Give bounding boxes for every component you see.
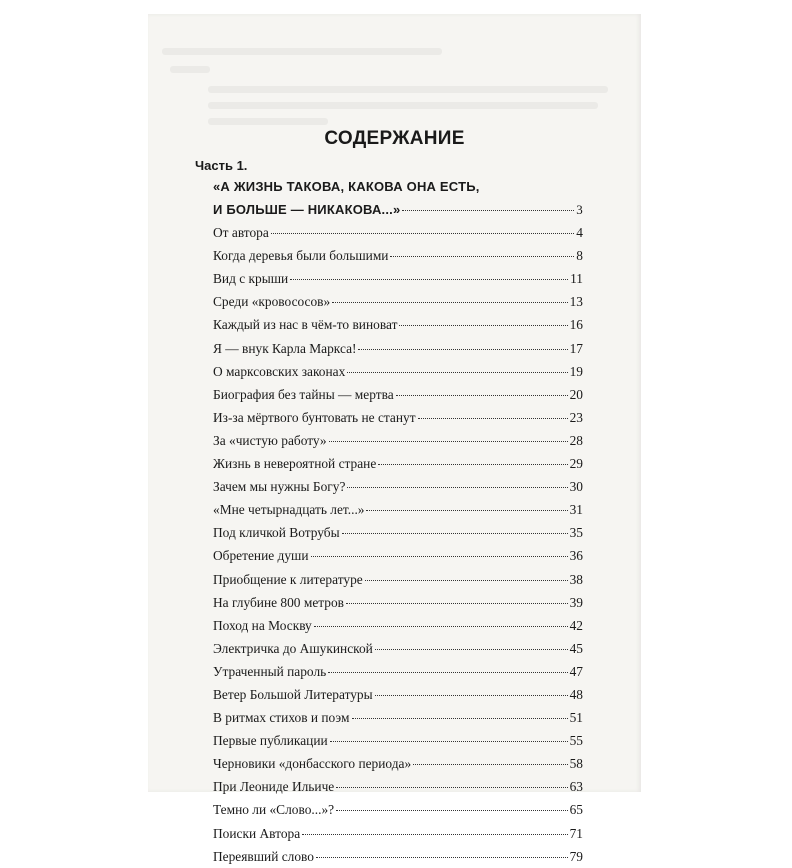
toc-entry-page: 31 <box>569 502 583 518</box>
toc-entry-title: Ветер Большой Литературы <box>213 686 373 702</box>
dot-leader <box>311 556 568 557</box>
toc-entry-page: 17 <box>569 340 583 356</box>
toc-entry-page: 23 <box>569 409 583 425</box>
toc-entry-title: Переявший слово <box>213 848 314 864</box>
toc-entry <box>213 429 583 452</box>
dot-leader <box>332 302 567 303</box>
toc-entry <box>213 475 583 498</box>
toc-entry-title: Биография без тайны — мертва <box>213 386 394 402</box>
toc-entry-page: 65 <box>569 802 583 818</box>
toc-entry <box>213 683 583 706</box>
toc-entry-title: Зачем мы нужны Богу? <box>213 479 346 495</box>
dot-leader <box>399 325 567 326</box>
dot-leader <box>336 787 567 788</box>
toc-entry-page: 42 <box>569 617 583 633</box>
dot-leader <box>314 626 568 627</box>
toc-entry-page: 19 <box>569 363 583 379</box>
dot-leader <box>413 764 567 765</box>
toc-entry-title: Темно ли «Слово...»? <box>213 802 335 818</box>
toc-entry-title: В ритмах стихов и поэм <box>213 710 350 726</box>
toc-entry <box>213 752 583 775</box>
toc-entry-title: Черновики «донбасского периода» <box>213 756 412 772</box>
toc-entry-title: Утраченный пароль <box>213 663 327 679</box>
toc-entry-page: 36 <box>569 548 583 564</box>
toc-entry-title: Жизнь в невероятной стране <box>213 456 377 472</box>
toc-entry <box>213 775 583 798</box>
toc-entry-page: 30 <box>569 479 583 495</box>
toc-entry-page: 4 <box>576 225 583 241</box>
toc-entry <box>213 498 583 521</box>
toc-entry-title: Первые публикации <box>213 733 328 749</box>
toc-entry-page: 71 <box>569 825 583 841</box>
toc-entry-title: Я — внук Карла Маркса! <box>213 340 357 356</box>
toc-entry <box>213 822 583 845</box>
toc-entry-page: 63 <box>569 779 583 795</box>
toc-entry <box>213 729 583 752</box>
toc-entry <box>213 313 583 336</box>
toc-entry <box>213 360 583 383</box>
toc-entry-page: 48 <box>569 686 583 702</box>
toc-entry-page: 47 <box>569 663 583 679</box>
toc-entry-page: 51 <box>569 710 583 726</box>
toc-entry <box>213 290 583 313</box>
toc-entry-page: 28 <box>569 432 583 448</box>
toc-entry-title: Из-за мёртвого бунтовать не станут <box>213 409 416 425</box>
toc-entry <box>213 845 583 868</box>
toc-entry <box>213 660 583 683</box>
toc-entry <box>213 406 583 429</box>
toc-entry <box>213 637 583 660</box>
dot-leader <box>390 256 574 257</box>
bleed-through-line <box>162 48 442 55</box>
toc-entry-page: 39 <box>569 594 583 610</box>
toc-entry-title: За «чистую работу» <box>213 432 327 448</box>
part-label: Часть 1. <box>195 158 248 173</box>
toc-entry-title: Каждый из нас в чём-то виноват <box>213 317 398 333</box>
part-title: «А ЖИЗНЬ ТАКОВА, КАКОВА ОНА ЕСТЬ, <box>213 179 480 194</box>
toc-entry-page: 8 <box>576 248 583 264</box>
dot-leader <box>366 510 567 511</box>
toc-entry <box>213 568 583 591</box>
toc-entry <box>213 706 583 729</box>
toc-entry-title: О марксовских законах <box>213 363 346 379</box>
dot-leader <box>342 533 568 534</box>
toc-entry-title: Среди «кровососов» <box>213 294 331 310</box>
bleed-through-line <box>208 118 328 125</box>
dot-leader <box>290 279 568 280</box>
toc-entry-page: 58 <box>569 756 583 772</box>
page-title: СОДЕРЖАНИЕ <box>324 128 465 149</box>
dot-leader <box>330 741 568 742</box>
toc-entry-page: 55 <box>569 733 583 749</box>
bleed-through-line <box>208 102 598 109</box>
toc-entry-page: 35 <box>569 525 583 541</box>
toc-entry-title: На глубине 800 метров <box>213 594 344 610</box>
toc-entry-title: Когда деревья были большими <box>213 248 389 264</box>
toc-entry-page: 38 <box>569 571 583 587</box>
dot-leader <box>346 603 568 604</box>
toc-entry <box>213 591 583 614</box>
toc-entry-title: Под кличкой Вотрубы <box>213 525 340 541</box>
bleed-through-line <box>208 86 608 93</box>
dot-leader <box>402 210 574 211</box>
dot-leader <box>375 649 568 650</box>
toc-entry <box>213 221 583 244</box>
toc-entry-page: 13 <box>569 294 583 310</box>
dot-leader <box>336 810 568 811</box>
toc-entry <box>213 383 583 406</box>
dot-leader <box>352 718 568 719</box>
toc-entry-page: 16 <box>569 317 583 333</box>
dot-leader <box>358 349 567 350</box>
toc-entry-title: «Мне четырнадцать лет...» <box>213 502 365 518</box>
dot-leader <box>328 672 567 673</box>
dot-leader <box>365 580 568 581</box>
dot-leader <box>418 418 568 419</box>
toc-entry-title: Приобщение к литературе <box>213 571 363 587</box>
dot-leader <box>271 233 574 234</box>
dot-leader <box>316 857 568 858</box>
toc-entry-title: Обретение души <box>213 548 309 564</box>
dot-leader <box>302 834 567 835</box>
dot-leader <box>347 372 567 373</box>
toc-entry <box>213 614 583 637</box>
toc-entry-page: 79 <box>569 848 583 864</box>
toc-entry-page: 3 <box>576 202 583 217</box>
dot-leader <box>396 395 568 396</box>
toc-entry <box>213 798 583 821</box>
toc-entry <box>213 452 583 475</box>
toc-entry <box>213 198 583 221</box>
dot-leader <box>329 441 568 442</box>
dot-leader <box>375 695 568 696</box>
toc-entry-title: Вид с крыши <box>213 271 289 287</box>
table-of-contents <box>213 198 583 868</box>
dot-leader <box>378 464 567 465</box>
toc-entry <box>213 521 583 544</box>
toc-entry-page: 29 <box>569 456 583 472</box>
toc-entry-title: И БОЛЬШЕ — НИКАКОВА...» <box>213 202 401 217</box>
toc-entry <box>213 244 583 267</box>
toc-entry-title: Поиски Автора <box>213 825 301 841</box>
toc-entry <box>213 544 583 567</box>
toc-entry <box>213 337 583 360</box>
bleed-through-line <box>170 66 210 73</box>
toc-entry-page: 20 <box>569 386 583 402</box>
toc-entry-title: Электричка до Ашукинской <box>213 640 373 656</box>
toc-entry-page: 45 <box>569 640 583 656</box>
dot-leader <box>347 487 567 488</box>
toc-entry-title: Поход на Москву <box>213 617 312 633</box>
toc-entry-page: 11 <box>570 271 583 287</box>
toc-entry-title: При Леониде Ильиче <box>213 779 335 795</box>
toc-entry-title: От автора <box>213 225 269 241</box>
toc-entry <box>213 267 583 290</box>
